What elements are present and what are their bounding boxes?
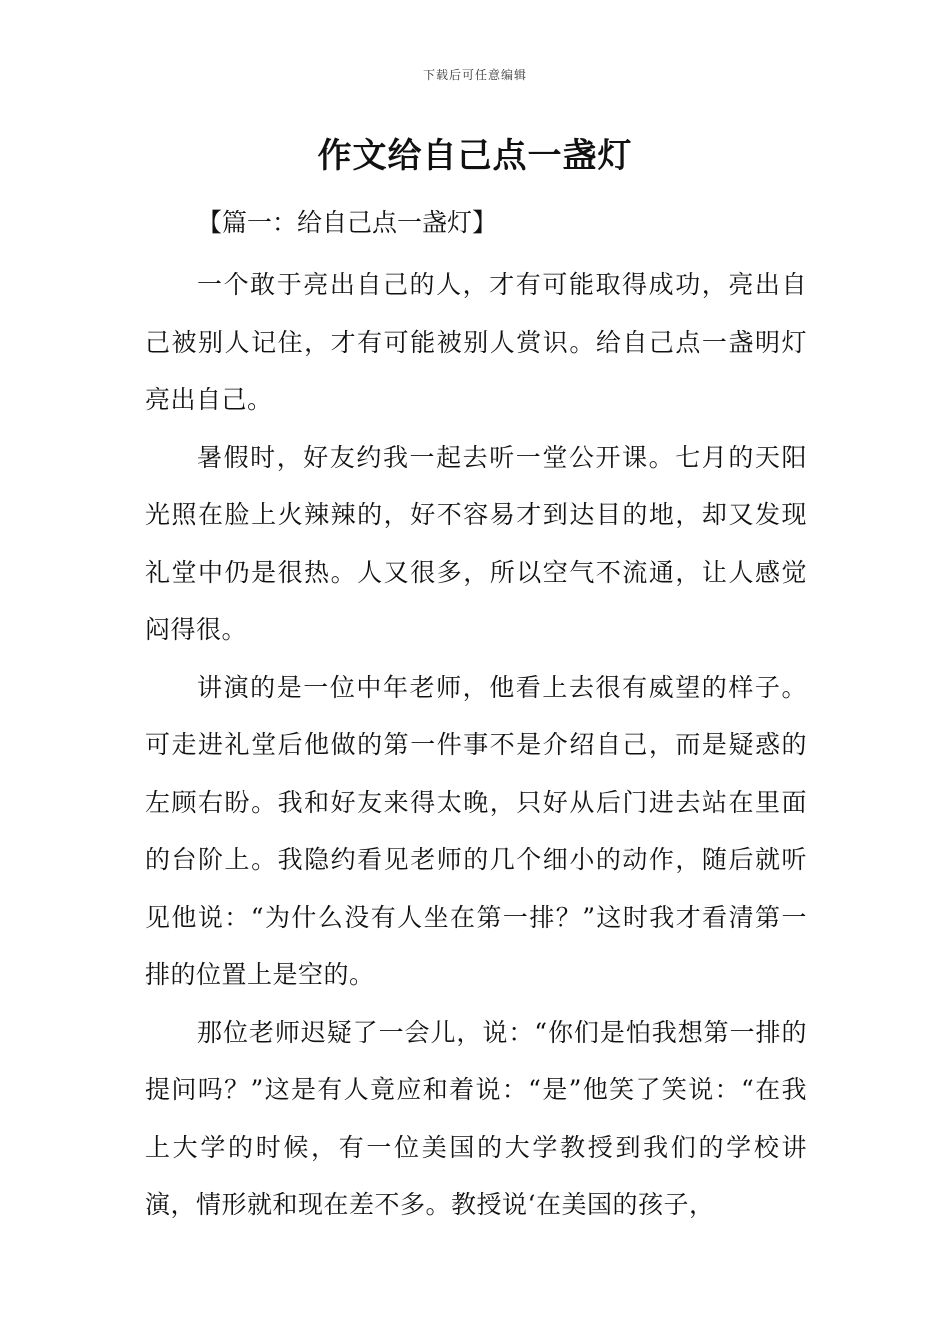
header-note: 下载后可任意编辑 [422, 68, 527, 82]
paragraph: 一个敢于亮出自己的人，才有可能取得成功，亮出自己被别人记住，才有可能被别人赏识。给自己点一盏明灯亮出自己。 [145, 270, 807, 414]
document-body [145, 200, 807, 1234]
section-heading: 【篇一：给自己点一盏灯】 [197, 208, 498, 237]
paragraph: 暑假时，好友约我一起去听一堂公开课。七月的天阳光照在脸上火辣辣的，好不容易才到达目的地，却又发现礼堂中仍是很热。人又很多，所以空气不流通，让人感觉闷得很。 [145, 442, 807, 644]
document-title: 作文给自己点一盏灯 [317, 136, 633, 176]
paragraph: 讲演的是一位中年老师，他看上去很有威望的样子。可走进礼堂后他做的第一件事不是介绍自己，而是疑惑的左顾右盼。我和好友来得太晚，只好从后门进去站在里面的台阶上。我隐约看见老师的几个细小的动作，随后就听见他说：“为什么没有人坐在第一排？”这时我才看清第一排的位置上是空的。 [145, 672, 807, 989]
paragraph: 那位老师迟疑了一会儿，说：“你们是怕我想第一排的提问吗？”这是有人竟应和着说：“是”他笑了笑说：“在我上大学的时候，有一位美国的大学教授到我们的学校讲演，情形就和现在差不多。教授说‘在美国的孩子， [145, 1017, 807, 1219]
